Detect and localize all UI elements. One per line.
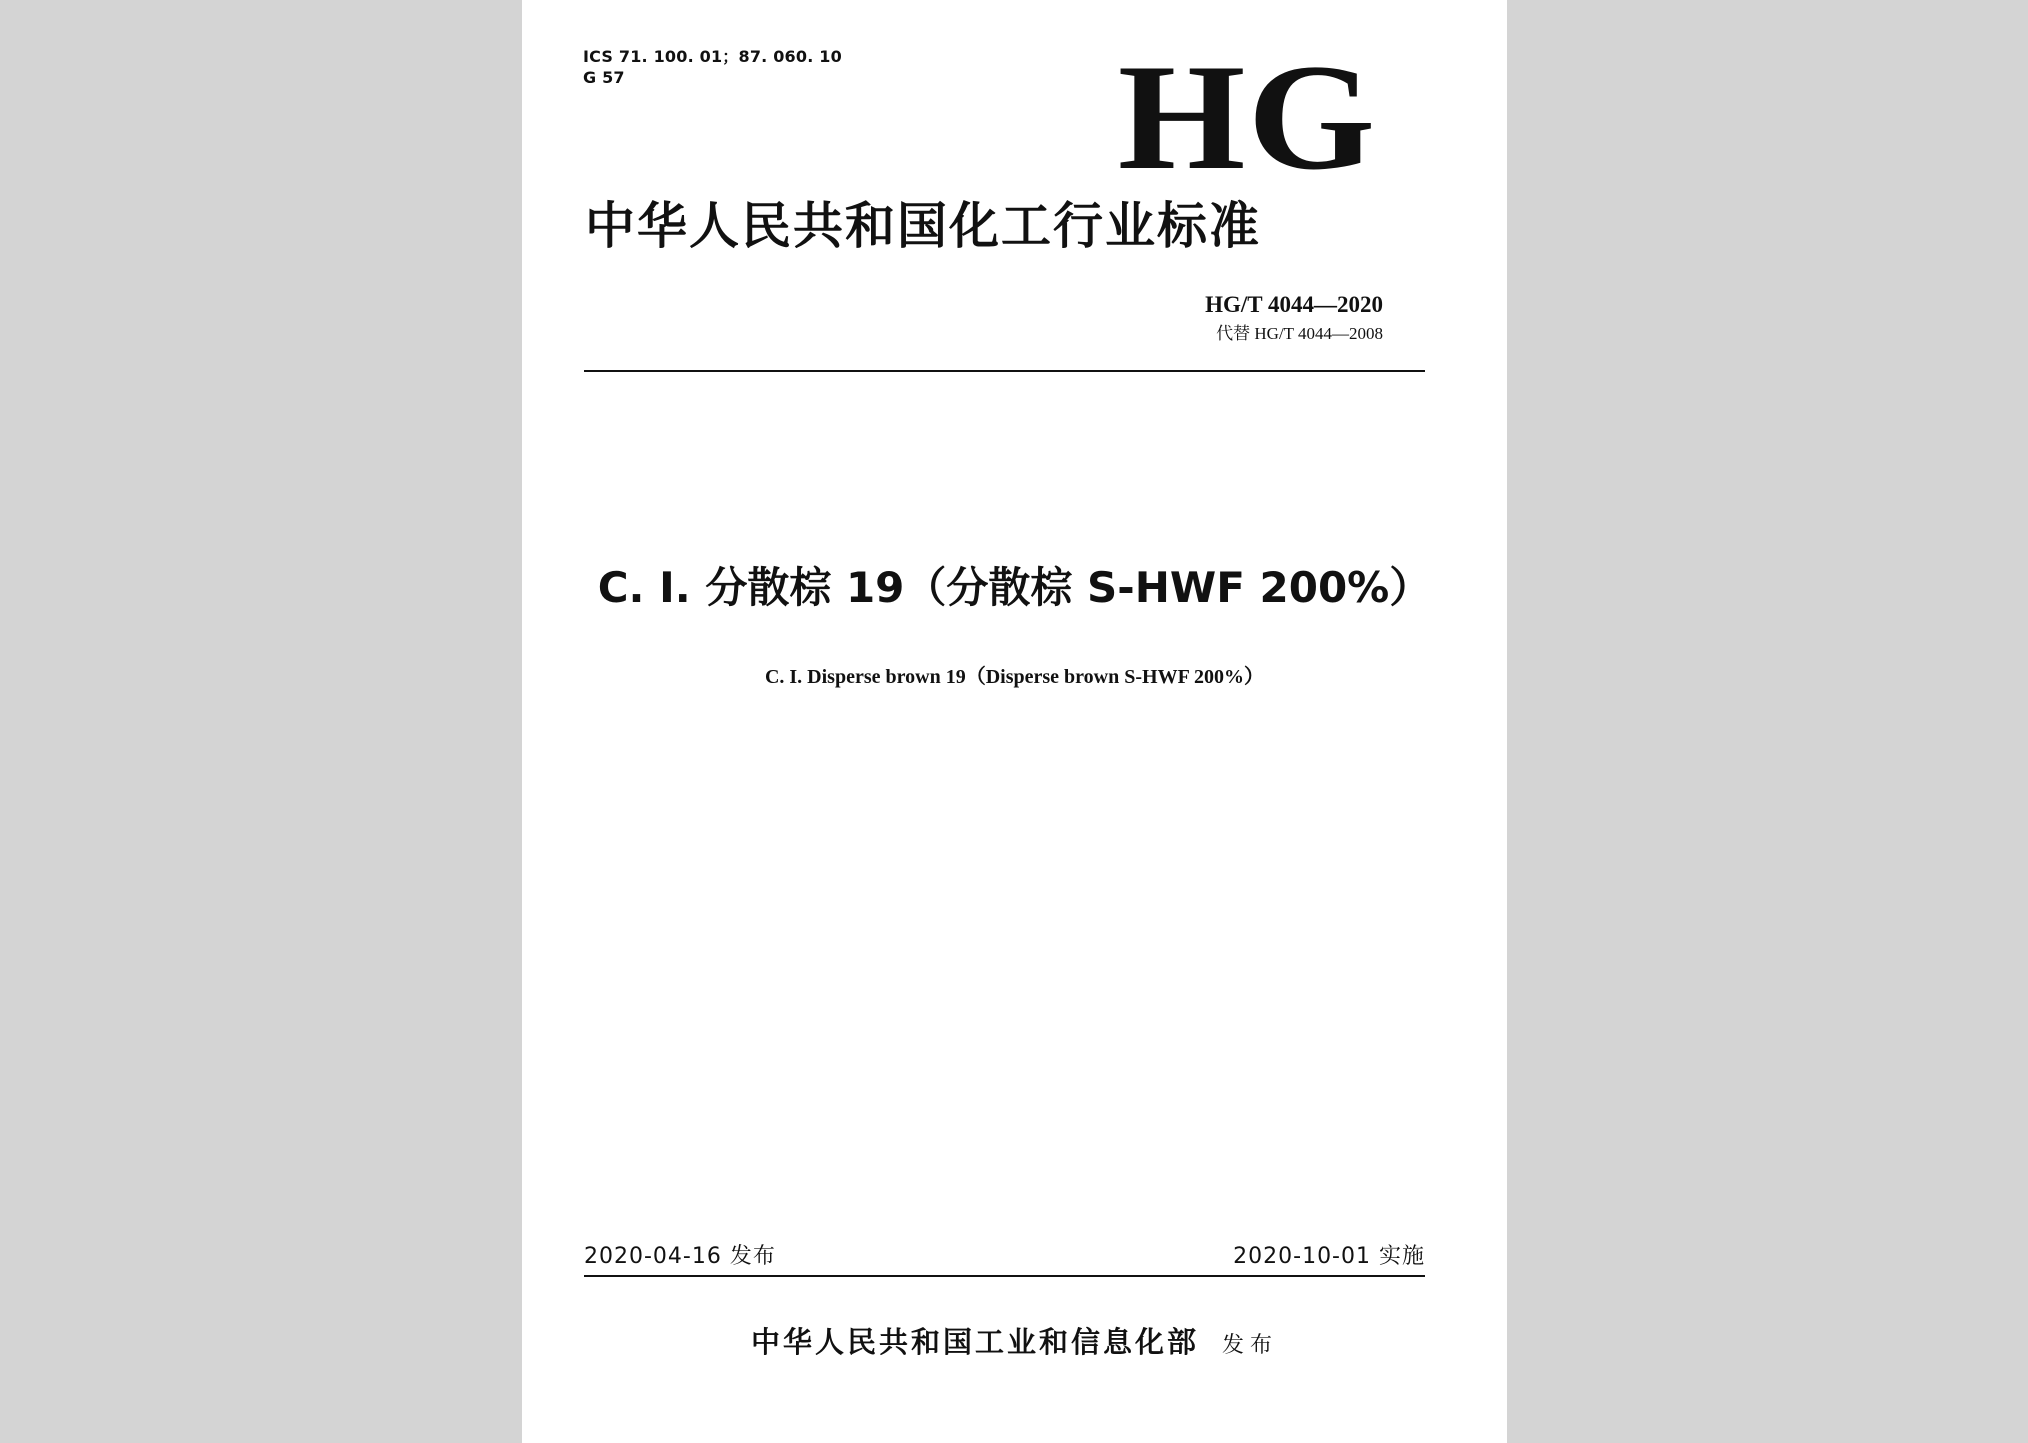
publisher-line <box>522 1322 1507 1366</box>
standard-number: HG/T 4044—2020 <box>1205 292 1383 317</box>
classification-codes <box>583 46 842 88</box>
header-divider <box>584 370 1425 372</box>
organization-title: 中华人民共和国化工行业标准 <box>585 197 1261 255</box>
implementation-date: 2020-10-01 实施 <box>1233 1244 1425 1269</box>
footer-divider <box>584 1275 1425 1277</box>
standard-number-block <box>1205 291 1383 346</box>
document-title-cn: C. I. 分散棕 19（分散棕 S-HWF 200%） <box>597 563 1432 612</box>
ccs-code: G 57 <box>583 68 625 87</box>
hg-logo: HG <box>1117 33 1377 201</box>
issue-date: 2020-04-16 发布 <box>584 1244 776 1269</box>
document-title-en: C. I. Disperse brown 19（Disperse brown S-HWF 200%） <box>764 666 1265 688</box>
ics-code: ICS 71. 100. 01；87. 060. 10 <box>583 47 842 66</box>
publisher-name: 中华人民共和国工业和信息化部 <box>750 1325 1199 1359</box>
replaces-standard: 代替 HG/T 4044—2008 <box>1216 324 1383 343</box>
cover-page <box>522 0 1507 1443</box>
publisher-suffix: 发布 <box>1222 1333 1279 1358</box>
